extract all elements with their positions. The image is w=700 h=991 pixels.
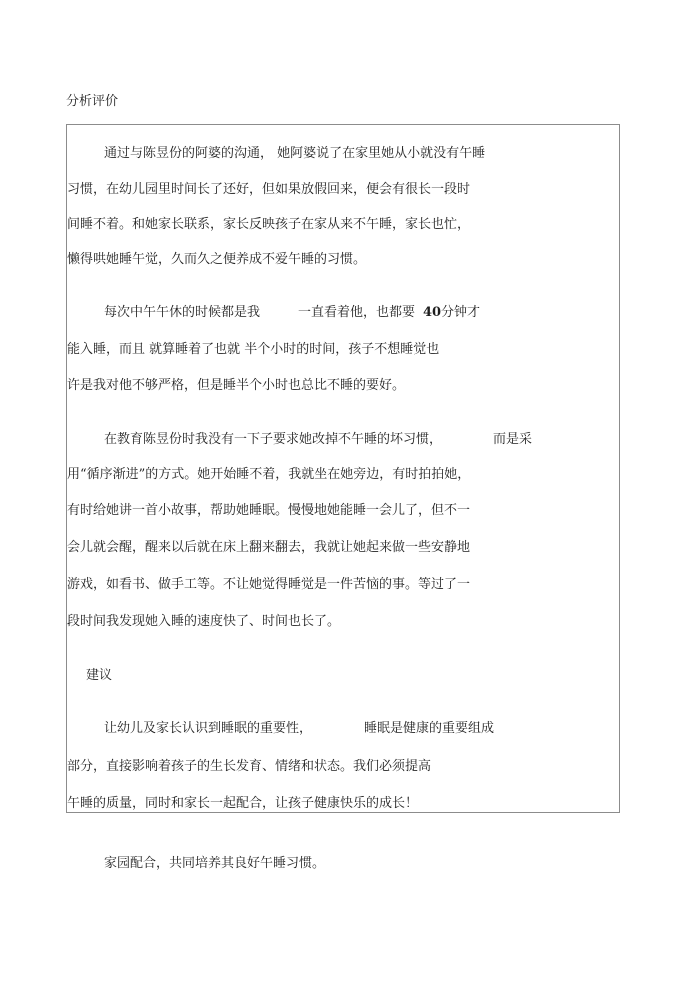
- closing-text: 家园配合，共同培养其良好午睡习惯。: [104, 856, 326, 871]
- analysis-p3-line-1b: 而是采: [493, 432, 533, 447]
- analysis-p3-line-2: 用“循序渐进”的方式。她开始睡不着，我就坐在她旁边，有时拍拍她，: [67, 467, 471, 482]
- analysis-p2-line-3: 许是我对他不够严格，但是睡半个小时也总比不睡的要好。: [67, 378, 406, 393]
- suggestion-line-1a: 让幼儿及家长认识到睡眠的重要性，: [104, 721, 313, 736]
- analysis-p3-line-1a: 在教育陈昱份时我没有一下子要求她改掉不午睡的坏习惯，: [104, 432, 443, 447]
- analysis-p1-line-4: 懒得哄她睡午觉，久而久之便养成不爱午睡的习惯。: [67, 252, 367, 267]
- analysis-p3-line-5: 游戏，如看书、做手工等。不让她觉得睡觉是一件苦恼的事。等过了一: [67, 577, 471, 592]
- analysis-p1-line-3: 间睡不着。和她家长联系，家长反映孩子在家从来不午睡，家长也忙，: [67, 217, 471, 232]
- suggestion-line-1b: 睡眠是健康的重要组成: [364, 721, 495, 736]
- analysis-p3-line-6: 段时间我发现她入睡的速度快了、时间也长了。: [67, 614, 341, 629]
- analysis-p2-line-1c: 分钟才: [441, 305, 481, 320]
- analysis-p1-line-2: 习惯，在幼儿园里时间长了还好，但如果放假回来，便会有很长一段时: [67, 182, 471, 197]
- suggestion-line-2: 部分，直接影响着孩子的生长发育、情绪和状态。我们必须提高: [67, 759, 432, 774]
- suggestion-heading: 建议: [86, 668, 113, 683]
- section-title: 分析评价: [66, 94, 119, 109]
- analysis-p2-line-1b: 一直看着他，也都要: [298, 305, 416, 320]
- analysis-p2-number: 40: [423, 305, 442, 320]
- suggestion-line-3: 午睡的质量，同时和家长一起配合，让孩子健康快乐的成长！: [67, 796, 419, 811]
- analysis-p2-line-1a: 每次中午午休的时候都是我: [104, 305, 261, 320]
- analysis-p2-line-2: 能入睡，而且 就算睡着了也就 半个小时的时间，孩子不想睡觉也: [67, 342, 440, 357]
- analysis-p3-line-4: 会儿就会醒，醒来以后就在床上翻来翻去，我就让她起来做一些安静地: [67, 540, 471, 555]
- analysis-p3-line-3: 有时给她讲一首小故事，帮助她睡眠。慢慢地她能睡一会儿了，但不一: [67, 503, 471, 518]
- analysis-p1-line-1: 通过与陈昱份的阿婆的沟通， 她阿婆说了在家里她从小就没有午睡: [104, 146, 486, 161]
